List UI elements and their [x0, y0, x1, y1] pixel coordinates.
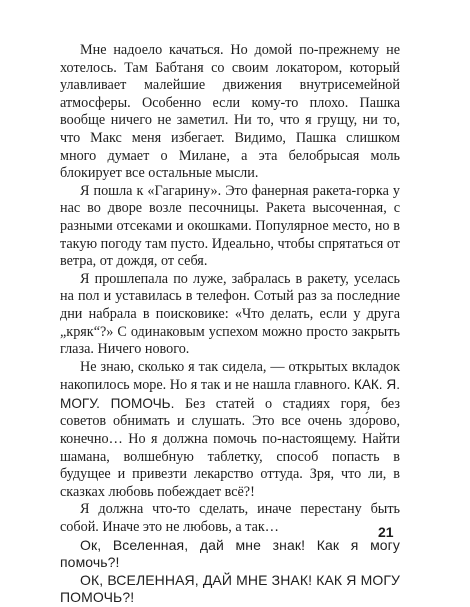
paragraph-2: Я пошла к «Гагарину». Это фанерная ракета-горка у нас во дворе возле песочницы. Ракета высоченная, с разными отсеками и окошками. Популярное место, но в такую погоду там пусто. Идеально, чтобы спрятаться от ветра, от дождя, от себя. — [60, 182, 400, 270]
paragraph-5: Я должна что-то сделать, иначе перестану быть собой. Иначе это не любовь, а так… — [60, 501, 400, 536]
book-page-text — [60, 42, 400, 607]
paragraph-4-caps: КАК. Я. МОГУ. ПОМОЧЬ. — [60, 377, 400, 411]
paragraph-6: Ок, Вселенная, дай мне знак! Как я могу помочь?! — [60, 536, 400, 571]
paragraph-1: Мне надоело качаться. Но домой по-прежнему не хотелось. Там Бабтаня со своим локатором, который улавливает малейшие движения внутрисемейной атмосферы. Особенно если кому-то плохо. Пашка вообще ничего не заметил. Ни то, что я грущу, ни то, что Макс меня избегает. Видимо, Пашка слишком много думает о Милане, а эта белобрысая моль блокирует все остальные мысли. — [60, 42, 400, 182]
paragraph-3: Я прошлепала по луже, забралась в ракету, уселась на пол и уставилась в телефон. Сотый раз за последние дни набрала в поисковике: «Что делать, если у друга „кряк“?» С одинаковым успехом можно просто закрыть глаза. Ничего нового. — [60, 270, 400, 358]
paragraph-4 — [60, 359, 400, 502]
paragraph-4-rest: Без статей о стадиях горя, без советов обнимать и слушать. Это все очень здо́рово, конечно… Но я должна помочь по-настоящему. Найти шамана, волшебную таблетку, способ попасть в будущее и привезти лекарство оттуда. Зря, что ли, в сказках любовь побеждает всё?! — [60, 395, 401, 500]
paragraph-4-lead: Не знаю, сколько я так сидела, — открытых вкладок накопилось море. Но я так и не нашла главного. — [60, 358, 400, 394]
page-number: 21 — [378, 524, 394, 540]
paragraph-7: ОК, ВСЕЛЕННАЯ, ДАЙ МНЕ ЗНАК! КАК Я МОГУ ПОМОЧЬ?! — [60, 571, 400, 606]
